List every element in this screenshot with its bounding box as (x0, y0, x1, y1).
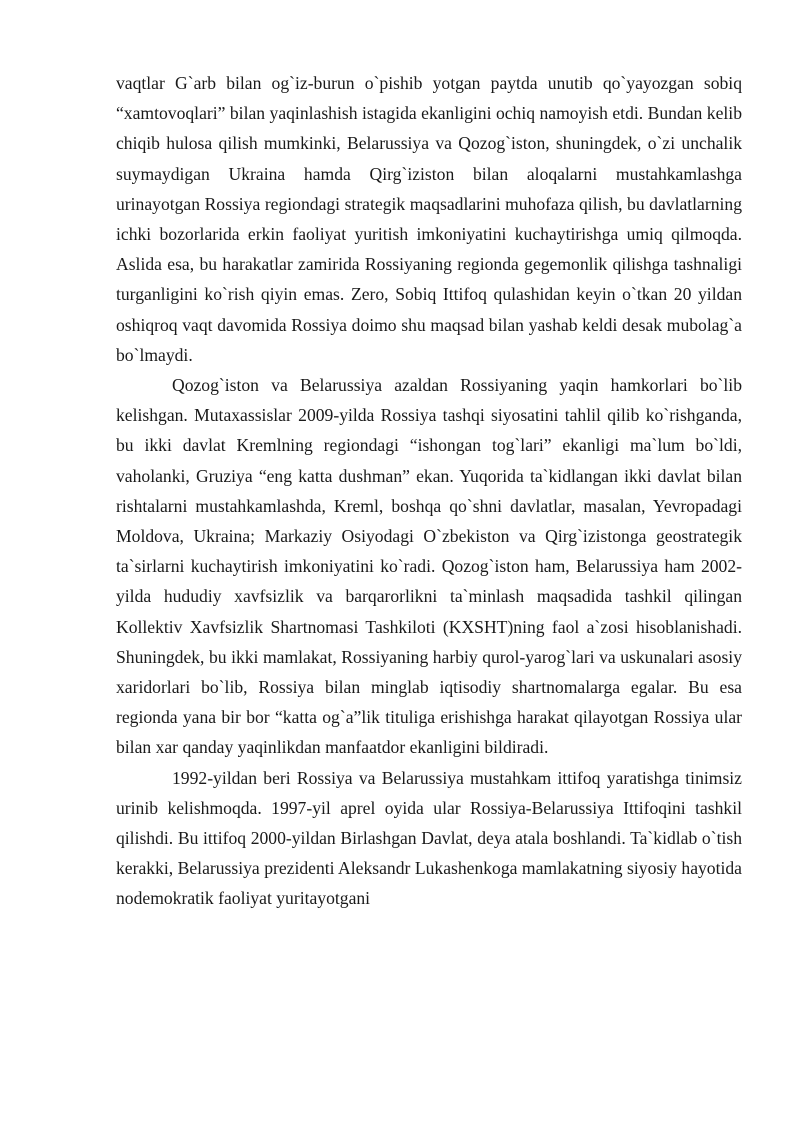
document-page (116, 68, 742, 914)
paragraph-union-state: 1992-yildan beri Rossiya va Belarussiya mustahkam ittifoq yaratishga tinimsiz urinib kelishmoqda. 1997-yil aprel oyida ular Rossiya-Belarussiya Ittifoqini tashkil qilishdi. Bu ittifoq 2000-yildan Birlashgan Davlat, deya atala boshlandi. Ta`kidlab o`tish kerakki, Belarussiya prezidenti Aleksandr Lukashenkoga mamlakatning siyosiy hayotida nodemokratik faoliyat yuritayotgani (116, 767, 742, 909)
paragraph-kazakhstan-belarus: Qozog`iston va Belarussiya azaldan Rossiyaning yaqin hamkorlari bo`lib kelishgan. Mutaxassislar 2009-yilda Rossiya tashqi siyosatini tahlil qilib ko`rishganda, bu ikki davlat Kremlning regiondagi “ishongan tog`lari” ekanligi ma`lum bo`ldi, vaholanki, Gruziya “eng katta dushman” ekan. Yuqorida ta`kidlangan ikki davlat bilan rishtalarni mustahkamlashda, Kreml, boshqa qo`shni davlatlar, masalan, Yevropadagi Moldova, Ukraina; Markaziy Osiyodagi O`zbekiston va Qirg`izistonga geostrategik ta`sirlarni kuchaytirish imkoniyatini ko`radi. Qozog`iston ham, Belarussiya ham 2002-yilda hududiy xavfsizlik va barqarorlikni ta`minlash maqsadida tashkil qilingan Kollektiv Xavfsizlik Shartnomasi Tashkiloti (KXSHT)ning faol a`zosi hisoblanishadi. Shuningdek, bu ikki mamlakat, Rossiyaning harbiy qurol-yarog`lari va uskunalari asosiy xaridorlari bo`lib, Rossiya bilan minglab iqtisodiy shartnomalarga egalar. Bu esa regionda yana bir bor “katta og`a”lik tituliga erishishga harakat qilayotgan Rossiya ular bilan xar qanday yaqinlikdan manfaatdor ekanligini bildiradi. (116, 375, 742, 758)
paragraph-continuation: vaqtlar G`arb bilan og`iz-burun o`pishib yotgan paytda unutib qo`yayozgan sobiq “xamtovoqlari” bilan yaqinlashish istagida ekanligini ochiq namoyish etdi. Bundan kelib chiqib hulosa qilish mumkinki, Belarussiya va Qozog`iston, shuningdek, o`zi unchalik suymaydigan Ukraina hamda Qirg`iziston bilan aloqalarni mustahkamlashga urinayotgan Rossiya regiondagi strategik maqsadlarini muhofaza qilish, bu davlatlarning ichki bozorlarida erkin faoliyat yuritish imkoniyatini kuchaytirishga umiq qilmoqda. Aslida esa, bu harakatlar zamirida Rossiyaning regionda gegemonlik qilishga tashnaligi turganligini ko`rish qiyin emas. Zero, Sobiq Ittifoq qulashidan keyin o`tkan 20 yildan oshiqroq vaqt davomida Rossiya doimo shu maqsad bilan yashab keldi desak mubolag`a bo`lmaydi. (116, 73, 742, 365)
